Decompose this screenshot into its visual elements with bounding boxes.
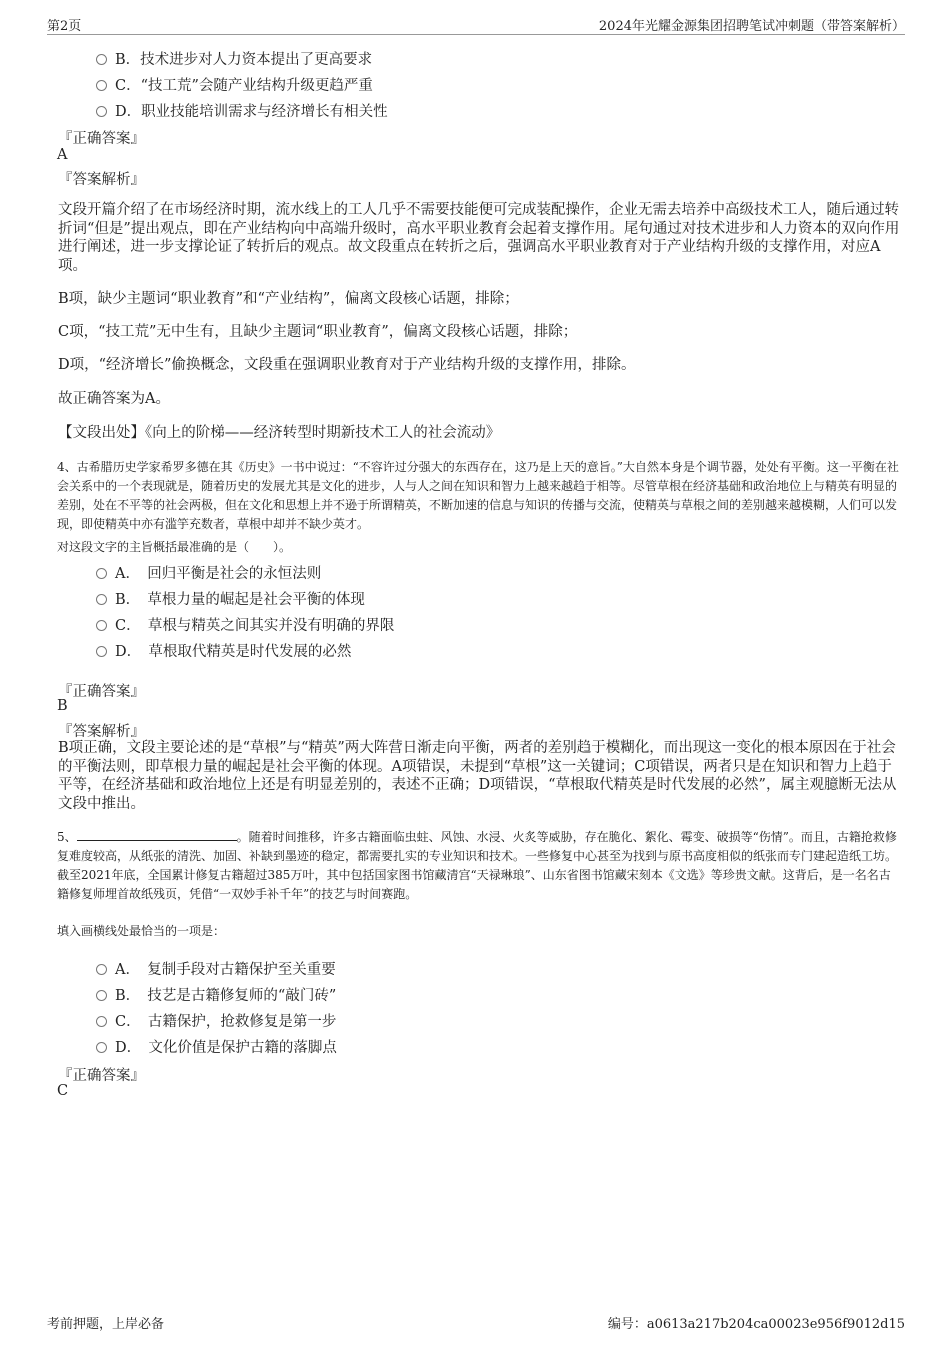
q3-source: 【文段出处】《向上的阶梯——经济转型时期新技术工人的社会流动》 [58, 425, 501, 441]
document-code: 编号：a0613a217b204ca00023e956f9012d15 [607, 1317, 905, 1332]
q5-answer-label: 『正确答案』 [58, 1068, 145, 1084]
q4-option-b[interactable]: B． 草根力量的崛起是社会平衡的体现 [96, 588, 365, 609]
radio-icon[interactable] [96, 646, 107, 657]
q3-option-b[interactable]: B．技术进步对人力资本提出了更高要求 [96, 48, 372, 69]
q5-stem: 5、 。随着时间推移，许多古籍面临虫蛀、风蚀、水浸、火炙等威胁，存在脆化、絮化、霉变、破损等“伤情”。而且，古籍抢救修复难度较高，从纸张的清洗、加固、补缺到墨迹的稳定，都需要扎实的专业知识和技术。一些修复中心甚至为找到与原书高度相似的纸张而专门建起造纸工坊。截至2021年底，全国累计修复古籍超过385万叶，其中包括国家图书馆藏清宫“天禄琳琅”、山东省图书馆藏宋刻本《文选》等珍贵文献。这背后，是一名名古籍修复师埋首故纸残页，凭借“一双妙手补千年”的技艺与时间赛跑。 [57, 830, 898, 901]
q4-answer: B [57, 698, 68, 714]
q4-question: 对这段文字的主旨概括最准确的是（ ）。 [57, 540, 292, 554]
answer-blank [77, 828, 237, 841]
footer-slogan: 考前押题，上岸必备 [47, 1317, 165, 1332]
q3-conclusion: 故正确答案为A。 [58, 391, 170, 407]
q3-analysis-b: B项，缺少主题词“职业教育”和“产业结构”，偏离文段核心话题，排除； [58, 291, 519, 307]
q5-question: 填入画横线处最恰当的一项是： [57, 924, 226, 938]
page-header [47, 12, 905, 35]
q3-analysis-label: 『答案解析』 [58, 172, 145, 188]
radio-icon[interactable] [96, 1042, 107, 1053]
radio-icon[interactable] [96, 620, 107, 631]
q5-option-c[interactable]: C． 古籍保护，抢救修复是第一步 [96, 1010, 336, 1031]
radio-icon[interactable] [96, 594, 107, 605]
q4-stem: 4、古希腊历史学家希罗多德在其《历史》一书中说过：“不容许过分强大的东西存在，这乃是上天的意旨。”大自然本身是个调节器，处处有平衡。这一平衡在社会关系中的一个表现就是，随着历史的发展尤其是文化的进步，人与人之间在知识和智力上越来越趋于相等。尽管草根在经济基础和政治地位上与精英有明显的差别，处在不平等的社会两极，但在文化和思想上并不逊于所谓精英，不断加速的信息与知识的传播与交流，使精英与草根之间的差别越来越模糊，人们可以发现，即使精英中亦有滥竽充数者，草根中却并不缺少英才。 [57, 460, 899, 531]
radio-icon[interactable] [96, 964, 107, 975]
page-number: 第2页 [47, 19, 82, 34]
q4-option-a[interactable]: A． 回归平衡是社会的永恒法则 [96, 562, 321, 583]
q5-option-d[interactable]: D． 文化价值是保护古籍的落脚点 [96, 1036, 337, 1057]
q3-answer: A [57, 147, 68, 163]
q3-analysis-c: C项，“技工荒”无中生有，且缺少主题词“职业教育”，偏离文段核心话题，排除； [58, 324, 578, 340]
q5-option-b[interactable]: B． 技艺是古籍修复师的“敲门砖” [96, 984, 336, 1005]
q5-answer: C [57, 1083, 69, 1099]
radio-icon[interactable] [96, 1016, 107, 1027]
q4-option-c[interactable]: C． 草根与精英之间其实并没有明确的界限 [96, 614, 394, 635]
q4-option-d[interactable]: D． 草根取代精英是时代发展的必然 [96, 640, 351, 661]
q3-option-d[interactable]: D．职业技能培训需求与经济增长有相关性 [96, 100, 388, 121]
q3-analysis-d: D项，“经济增长”偷换概念，文段重在强调职业教育对于产业结构升级的支撑作用，排除。 [58, 357, 636, 373]
q4-analysis: B项正确，文段主要论述的是“草根”与“精英”两大阵营日渐走向平衡，两者的差别趋于模糊化，而出现这一变化的根本原因在于社会的平衡法则，即草根力量的崛起是社会平衡的体现。A项错误，未提到“草根”这一关键词；C项错误，两者只是在知识和智力上趋于平等，在经济基础和政治地位上还是有明显差别的，表述不正确；D项错误，“草根取代精英是时代发展的必然”，属主观臆断无法从文段中推出。 [58, 740, 897, 812]
radio-icon[interactable] [96, 568, 107, 579]
q4-analysis-label: 『答案解析』 [58, 724, 145, 740]
radio-icon[interactable] [96, 80, 107, 91]
radio-icon[interactable] [96, 54, 107, 65]
radio-icon[interactable] [96, 990, 107, 1001]
q3-answer-label: 『正确答案』 [58, 131, 145, 147]
document-title: 2024年光耀金源集团招聘笔试冲刺题（带答案解析） [598, 19, 905, 34]
q3-option-c[interactable]: C．“技工荒”会随产业结构升级更趋严重 [96, 74, 373, 95]
q3-analysis-main: 文段开篇介绍了在市场经济时期，流水线上的工人几乎不需要技能便可完成装配操作，企业无需去培养中高级技术工人，随后通过转折词“但是”提出观点，即在产业结构向中高端升级时，高水平职业教育会起着支撑作用。尾句通过对技术进步和人力资本的双向作用进行阐述，进一步支撑论证了转折后的观点。故文段重点在转折之后，强调高水平职业教育对于产业结构升级的支撑作用，对应A项。 [58, 202, 900, 274]
radio-icon[interactable] [96, 106, 107, 117]
q4-answer-label: 『正确答案』 [58, 684, 145, 700]
q5-option-a[interactable]: A． 复制手段对古籍保护至关重要 [96, 958, 336, 979]
